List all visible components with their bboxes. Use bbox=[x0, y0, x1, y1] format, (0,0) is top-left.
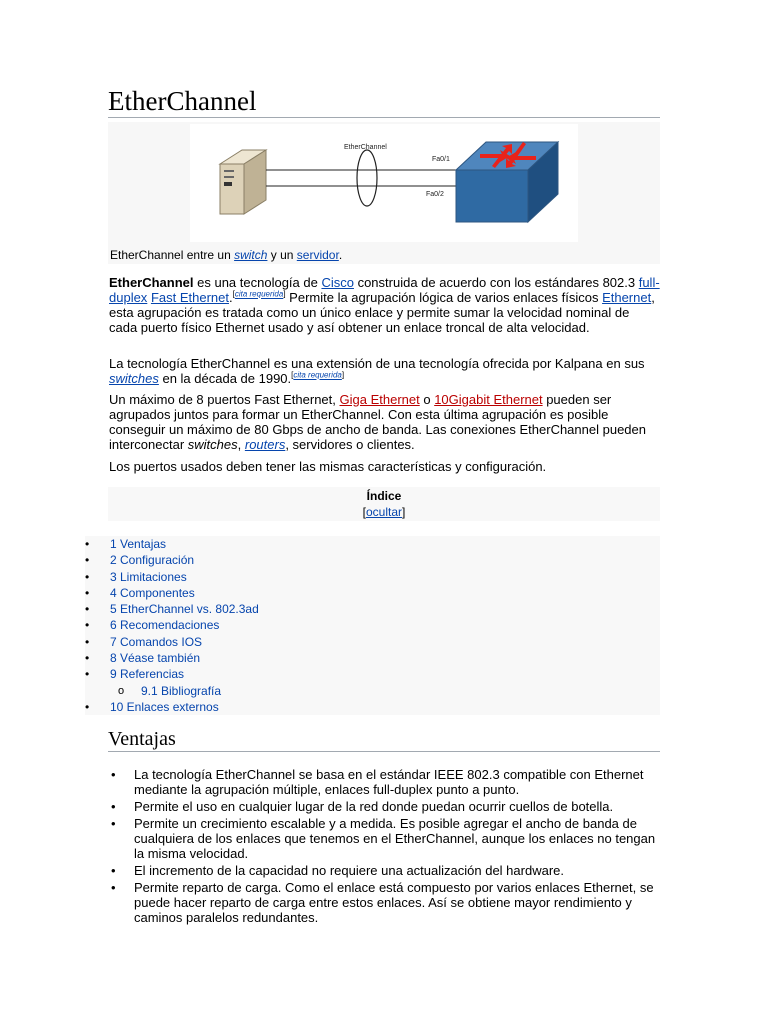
full-duplex-link[interactable]: full-duplex bbox=[109, 275, 660, 305]
history-paragraph bbox=[109, 356, 661, 386]
toc-header bbox=[108, 487, 660, 521]
cita-requerida-link[interactable]: cita requerida bbox=[234, 289, 284, 299]
figure-caption bbox=[110, 248, 342, 262]
text: , servidores o clientes. bbox=[285, 437, 415, 452]
toc-link-componentes[interactable]: 4 Componentes bbox=[110, 585, 195, 600]
toc-subitem bbox=[85, 683, 660, 699]
text: , esta agrupación es tratada como un único enlace y permite sumar la velocidad nominal de cada puerto físico Ethernet usado y así obtener un enlace troncal de alta velocidad. bbox=[109, 290, 655, 335]
port-label-fa01: Fa0/1 bbox=[432, 156, 450, 163]
text: es una tecnología de bbox=[193, 275, 322, 290]
toc-link-recomendaciones[interactable]: 6 Recomendaciones bbox=[110, 618, 220, 633]
toc-link-limitaciones[interactable]: 3 Limitaciones bbox=[110, 569, 187, 584]
bracket: ] bbox=[402, 505, 406, 519]
capacity-paragraph bbox=[109, 392, 661, 452]
toc-item bbox=[85, 699, 660, 715]
toc-item bbox=[85, 585, 660, 601]
switch-link[interactable]: switch bbox=[234, 248, 268, 262]
citation-needed: [cita requerida] bbox=[232, 289, 286, 299]
cita-requerida-link[interactable]: cita requerida bbox=[293, 370, 342, 380]
toc-link-comandos-ios[interactable]: 7 Comandos IOS bbox=[110, 634, 203, 649]
servidor-link[interactable]: servidor bbox=[296, 248, 339, 262]
toc-link-referencias[interactable]: 9 Referencias bbox=[110, 667, 185, 682]
toc-link-enlaces-externos[interactable]: 10 Enlaces externos bbox=[110, 699, 219, 714]
port-label-fa02: Fa0/2 bbox=[426, 191, 444, 198]
section-title-ventajas: Ventajas bbox=[108, 726, 660, 752]
list-item: • Permite reparto de carga. Como el enlace está compuesto por varios enlaces Ethernet, se puede hacer reparto de carga entre estos enlaces. Así se obtiene mayor rendimiento y caminos paralelos redundantes. bbox=[109, 880, 661, 925]
ethernet-link[interactable]: Ethernet bbox=[602, 290, 652, 305]
cisco-link[interactable]: Cisco bbox=[321, 275, 354, 290]
toc-link-bibliografia[interactable]: 9.1 Bibliografía bbox=[141, 683, 222, 698]
toc-item bbox=[85, 666, 660, 682]
toc-item bbox=[85, 536, 660, 552]
giga-ethernet-link[interactable]: Giga Ethernet bbox=[339, 392, 420, 407]
10gigabit-ethernet-link[interactable]: 10Gigabit Ethernet bbox=[434, 392, 543, 407]
toc-item bbox=[85, 552, 660, 568]
caption-text-end: . bbox=[338, 248, 343, 262]
page-title: EtherChannel bbox=[108, 84, 660, 118]
text: . bbox=[228, 290, 233, 305]
caption-text-mid: y un bbox=[267, 248, 297, 262]
caption-text: EtherChannel entre un bbox=[110, 248, 235, 262]
toc-title: Índice bbox=[366, 489, 402, 503]
text: Un máximo de 8 puertos Fast Ethernet, bbox=[109, 392, 340, 407]
toc-item bbox=[85, 650, 660, 666]
toc-list bbox=[85, 536, 660, 715]
toc-hide-link[interactable]: ocultar bbox=[365, 505, 403, 519]
toc-item bbox=[85, 634, 660, 650]
text: pueden ser agrupados juntos para formar un EtherChannel. Con esta última agrupación es posible conseguir un máximo de 80 Gbps de ancho de banda. Las conexiones EtherChannel pueden interconectar bbox=[109, 392, 646, 452]
text: , bbox=[237, 437, 245, 452]
switch-icon bbox=[456, 142, 558, 222]
toc-item bbox=[85, 617, 660, 633]
toc-item bbox=[85, 569, 660, 585]
list-item: • Permite un crecimiento escalable y a medida. Es posible agregar el ancho de banda de cualquiera de los enlaces que tenemos en el EtherChannel, aunque los enlaces no tengan la misma velocidad. bbox=[109, 816, 661, 861]
text: construida de acuerdo con los estándares 802.3 bbox=[353, 275, 639, 290]
toc-link-vease-tambien[interactable]: 8 Véase también bbox=[110, 651, 201, 666]
list-item: • El incremento de la capacidad no requiere una actualización del hardware. bbox=[109, 863, 661, 878]
list-item: • Permite el uso en cualquier lugar de la red donde puedan ocurrir cuellos de botella. bbox=[109, 799, 661, 814]
text: en la década de 1990. bbox=[158, 371, 292, 386]
toc-link-configuracion[interactable]: 2 Configuración bbox=[110, 553, 195, 568]
toc-toggle bbox=[108, 504, 660, 520]
toc-item bbox=[85, 601, 660, 617]
toc-link-vs-8023ad[interactable]: 5 EtherChannel vs. 802.3ad bbox=[110, 602, 259, 617]
citation-needed: [cita requerida] bbox=[291, 370, 345, 380]
intro-paragraph bbox=[109, 275, 661, 335]
ventajas-list bbox=[109, 767, 661, 927]
toc-link-ventajas[interactable]: 1 Ventajas bbox=[110, 537, 167, 551]
text: La tecnología EtherChannel es una extensión de una tecnología ofrecida por Kalpana en sus bbox=[109, 356, 645, 371]
bracket: [ bbox=[362, 505, 366, 519]
fast-ethernet-link[interactable]: Fast Ethernet bbox=[150, 290, 229, 305]
text: Permite la agrupación lógica de varios enlaces físicos bbox=[285, 290, 603, 305]
switches-link[interactable]: switches bbox=[109, 371, 159, 386]
term-bold: EtherChannel bbox=[109, 275, 194, 290]
server-icon bbox=[220, 150, 266, 214]
text: o bbox=[419, 392, 435, 407]
ports-paragraph: Los puertos usados deben tener las mismas características y configuración. bbox=[109, 459, 547, 474]
diagram-label: EtherChannel bbox=[344, 144, 387, 151]
network-diagram-svg bbox=[190, 124, 578, 242]
switches-italic: switches bbox=[187, 437, 238, 452]
routers-link[interactable]: routers bbox=[244, 437, 286, 452]
list-item: • La tecnología EtherChannel se basa en el estándar IEEE 802.3 compatible con Ethernet mediante la agrupación múltiple, enlaces full-duplex punto a punto. bbox=[109, 767, 661, 797]
etherchannel-diagram bbox=[190, 124, 578, 242]
